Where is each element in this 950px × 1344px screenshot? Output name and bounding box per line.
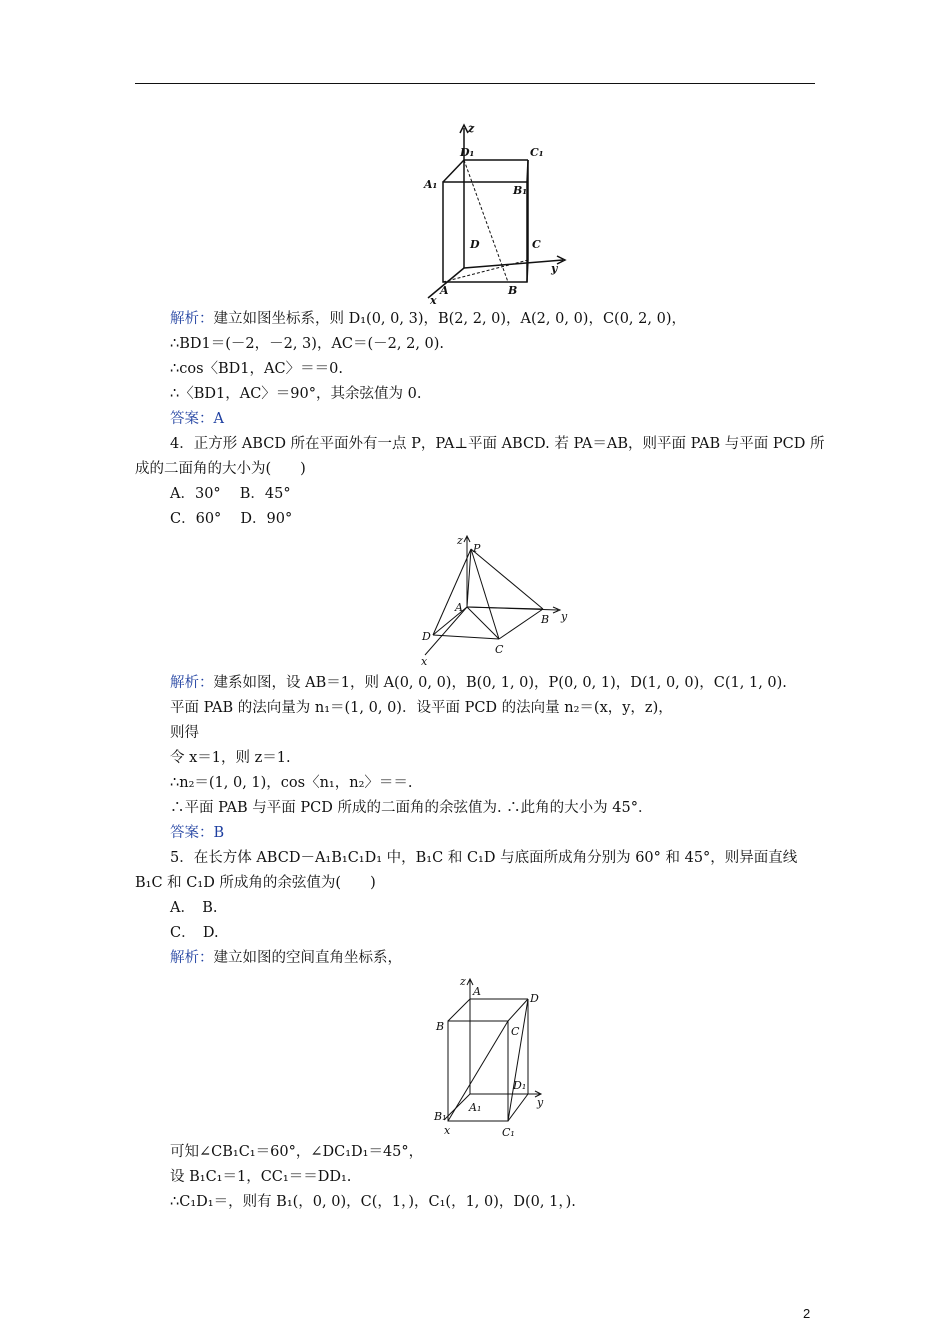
vertex-label-b1: B₁ [434, 1110, 447, 1123]
solution-line-4: ∴〈BD1，AC〉＝90°，其余弦值为 0. [170, 386, 422, 402]
figure-cuboid-2 [430, 974, 555, 1139]
solution-4-line-3: 则得 [170, 725, 199, 741]
question-4-line-2: 成的二面角的大小为( ) [135, 461, 306, 477]
answer-3: 答案：A [170, 411, 224, 427]
vertex-label-a1: A₁ [424, 178, 438, 191]
solution-4-line-2: 平面 PAB 的法向量为 n₁＝(1, 0, 0)．设平面 PCD 的法向量 n₂＝(x，y，z)， [170, 700, 673, 716]
figure-pyramid [415, 532, 580, 672]
vertex-label-c: C [495, 643, 504, 656]
vertex-label-c: C [532, 238, 541, 251]
axis-label-x: x [430, 294, 437, 307]
answer-4: 答案：B [170, 825, 225, 841]
solution-5-line-1: 解析：建立如图的空间直角坐标系， [170, 950, 402, 966]
vertex-label-a1: A₁ [469, 1101, 482, 1114]
question-4-options-cd: C．60° D．90° [170, 511, 293, 527]
axis-label-y: y [537, 1096, 544, 1109]
vertex-label-a: A [473, 985, 481, 998]
axis-label-z: z [468, 122, 475, 135]
vertex-label-c1: C₁ [530, 146, 544, 159]
axis-label-y: y [561, 610, 568, 623]
vertex-label-b: B [541, 613, 550, 626]
vertex-label-b1: B₁ [513, 184, 528, 197]
question-4-line-1: 4．正方形 ABCD 所在平面外有一点 P，PA⊥平面 ABCD. 若 PA＝AB，则平面 PAB 与平面 PCD 所 [170, 436, 825, 452]
solution-4-line-6: ∴平面 PAB 与平面 PCD 所成的二面角的余弦值为. ∴此角的大小为 45°． [170, 800, 653, 816]
figure-cuboid-1 [420, 120, 570, 305]
vertex-label-c1: C₁ [502, 1126, 515, 1139]
solution-4-line-1: 解析：建系如图，设 AB＝1，则 A(0, 0, 0)，B(0, 1, 0)，P(0, 0, 1)，D(1, 0, 0)，C(1, 1, 0). [170, 675, 787, 691]
vertex-label-d: D [422, 630, 431, 643]
question-4-options-ab: A．30° B．45° [170, 486, 291, 502]
solution-5-line-3: 设 B₁C₁＝1，CC₁＝＝DD₁. [170, 1169, 352, 1185]
solution-line-3: ∴cos〈BD1，AC〉＝＝0. [170, 361, 343, 377]
header-rule [135, 83, 815, 84]
solution-5-line-4: ∴C₁D₁＝，则有 B₁(，0, 0)，C(，1，)，C₁(，1, 0)，D(0, 1，). [170, 1194, 576, 1210]
solution-line-2: ∴BD1＝(－2，－2, 3)，AC＝(－2, 2, 0). [170, 336, 445, 352]
vertex-label-b: B [508, 284, 518, 297]
solution-line-1: 解析：建立如图坐标系，则 D₁(0, 0, 3)，B(2, 2, 0)，A(2, 0, 0)，C(0, 2, 0)， [170, 311, 686, 327]
vertex-label-a: A [455, 601, 463, 614]
solution-5-line-2: 可知∠CB₁C₁＝60°，∠DC₁D₁＝45°， [170, 1144, 424, 1160]
vertex-label-c: C [511, 1025, 520, 1038]
axis-label-x: x [444, 1124, 451, 1137]
question-5-line-2: B₁C 和 C₁D 所成角的余弦值为( ) [135, 875, 376, 891]
question-5-options-cd: C． D. [170, 925, 219, 941]
vertex-label-d1: D₁ [460, 146, 475, 159]
solution-4-line-5: ∴n₂＝(1, 0, 1)，cos〈n₁，n₂〉＝＝. [170, 775, 413, 791]
axis-label-y: y [551, 262, 558, 275]
page-number: 2 [803, 1306, 811, 1321]
axis-label-z: z [460, 975, 466, 988]
axis-label-z: z [457, 534, 463, 547]
solution-4-line-4: 令 x＝1，则 z＝1. [170, 750, 291, 766]
axis-label-x: x [421, 655, 428, 668]
vertex-label-p: P [473, 542, 481, 555]
vertex-label-d: D [470, 238, 480, 251]
vertex-label-a: A [440, 284, 449, 297]
vertex-label-d: D [530, 992, 539, 1005]
vertex-label-d1: D₁ [513, 1079, 527, 1092]
vertex-label-b: B [436, 1020, 445, 1033]
question-5-line-1: 5．在长方体 ABCD－A₁B₁C₁D₁ 中，B₁C 和 C₁D 与底面所成角分别为 60° 和 45°，则异面直线 [170, 850, 798, 866]
question-5-options-ab: A． B. [170, 900, 218, 916]
